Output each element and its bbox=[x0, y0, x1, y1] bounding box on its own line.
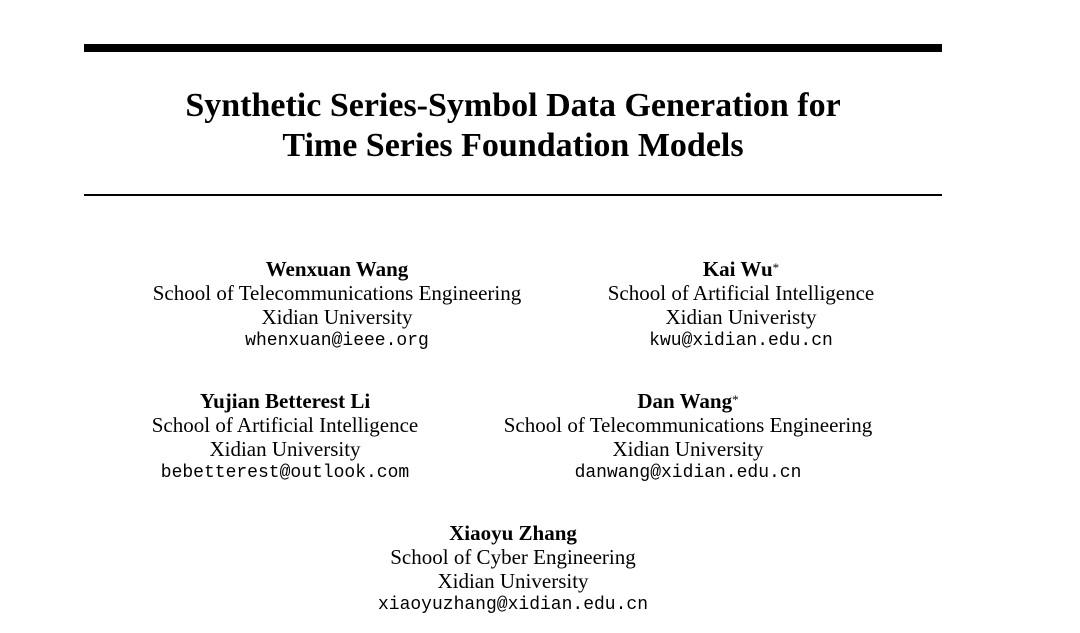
author-block bbox=[148, 257, 526, 353]
author-name: Yujian Betterest Li bbox=[199, 389, 371, 413]
author-affiliation: School of Artificial Intelligence bbox=[151, 413, 419, 437]
corresponding-mark: * bbox=[772, 260, 780, 275]
author-affiliation: School of Telecommunications Engineering bbox=[152, 281, 522, 305]
author-institution: Xidian University bbox=[209, 437, 361, 461]
top-rule bbox=[84, 44, 942, 52]
author-affiliation: School of Cyber Engineering bbox=[390, 545, 636, 569]
title-bottom-rule bbox=[84, 194, 942, 196]
author-name: Xiaoyu Zhang bbox=[449, 521, 577, 545]
author-name: Kai Wu* bbox=[702, 257, 780, 281]
author-email[interactable]: xiaoyuzhang@xidian.edu.cn bbox=[377, 595, 649, 615]
author-affiliation: School of Artificial Intelligence bbox=[607, 281, 875, 305]
author-institution: Xidian University bbox=[612, 437, 764, 461]
author-email[interactable]: danwang@xidian.edu.cn bbox=[574, 463, 802, 483]
author-institution: Xidian Univeristy bbox=[665, 305, 817, 329]
paper-title bbox=[84, 86, 942, 166]
author-email[interactable]: whenxuan@ieee.org bbox=[245, 331, 429, 351]
author-block bbox=[598, 257, 884, 353]
author-institution: Xidian University bbox=[261, 305, 413, 329]
author-email[interactable]: kwu@xidian.edu.cn bbox=[649, 331, 833, 351]
author-block bbox=[362, 521, 664, 617]
author-name: Wenxuan Wang bbox=[265, 257, 409, 281]
author-name: Dan Wang* bbox=[637, 389, 739, 413]
title-line-1: Synthetic Series-Symbol Data Generation for bbox=[185, 87, 841, 124]
author-block bbox=[148, 389, 422, 485]
corresponding-mark: * bbox=[732, 392, 739, 407]
author-block bbox=[498, 389, 878, 485]
author-affiliation: School of Telecommunications Engineering bbox=[503, 413, 873, 437]
author-institution: Xidian University bbox=[437, 569, 589, 593]
author-email[interactable]: bebetterest@outlook.com bbox=[160, 463, 410, 483]
title-line-2: Time Series Foundation Models bbox=[282, 127, 744, 164]
